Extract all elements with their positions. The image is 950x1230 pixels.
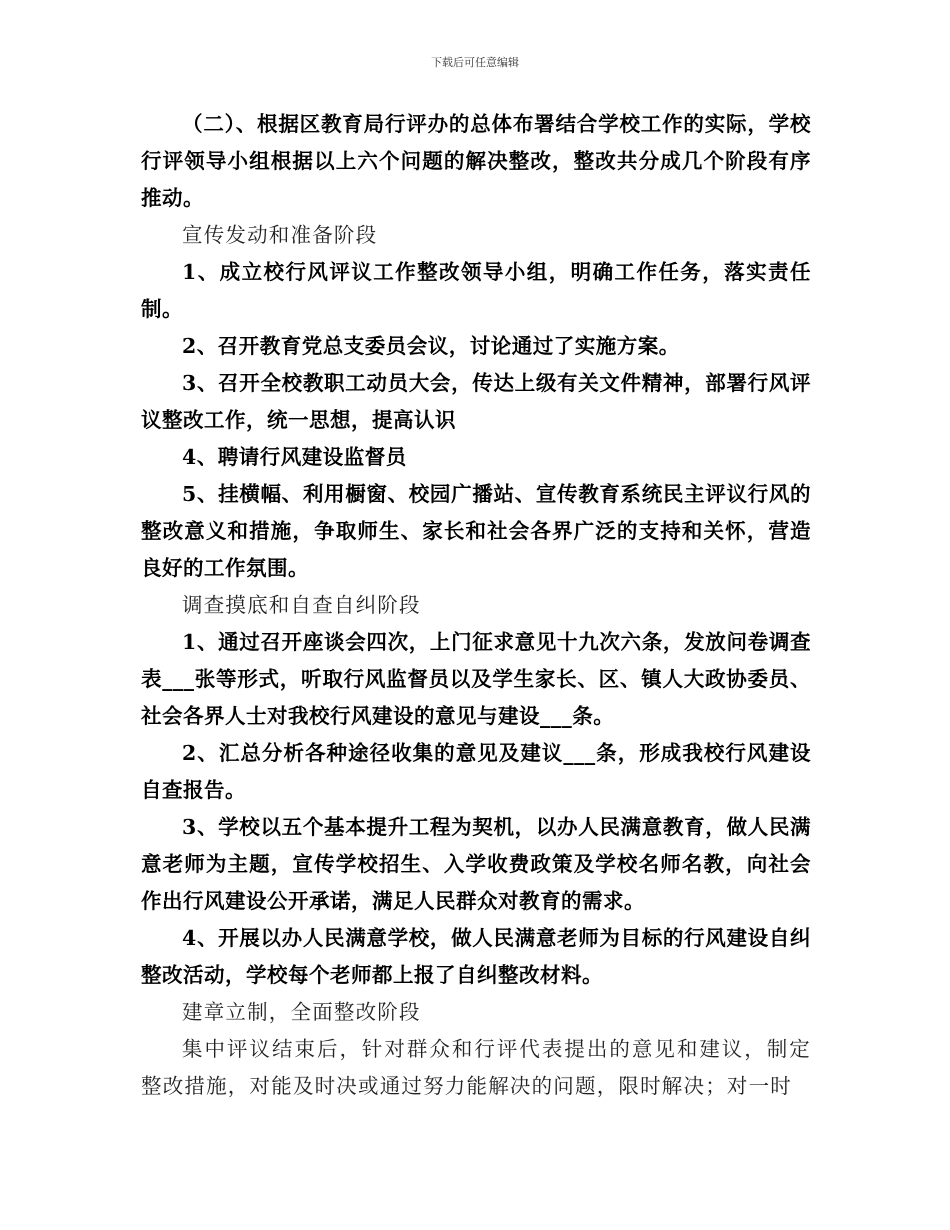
paragraph: 集中评议结束后，针对群众和行评代表提出的意见和建议，制定整改措施，对能及时决或通过努力能解决的问题，限时解决；对一时 [141, 1037, 811, 1098]
document-body [141, 106, 811, 1105]
paragraph: 1、成立校行风评议工作整改领导小组，明确工作任务，落实责任制。 [141, 260, 811, 321]
section-heading: 调查摸底和自查自纠阶段 [182, 593, 421, 617]
paragraph: 2、召开教育党总支委员会议，讨论通过了实施方案。 [182, 334, 680, 358]
paragraph: 2、汇总分析各种途径收集的意见及建议___条，形成我校行风建设自查报告。 [141, 741, 811, 802]
paragraph: 3、学校以五个基本提升工程为契机，以办人民满意教育，做人民满意老师为主题，宣传学校招生、入学收费政策及学校名师名教，向社会作出行风建设公开承诺，满足人民群众对教育的需求。 [141, 815, 811, 913]
paragraph: 1、通过召开座谈会四次，上门征求意见十九次六条，发放问卷调查表___张等形式，听取行风监督员以及学生家长、区、镇人大政协委员、社会各界人士对我校行风建设的意见与建设___条。 [141, 630, 811, 728]
paragraph: 5、挂横幅、利用橱窗、校园广播站、宣传教育系统民主评议行风的整改意义和措施，争取师生、家长和社会各界广泛的支持和关怀，营造良好的工作氛围。 [141, 482, 811, 580]
paragraph: 3、召开全校教职工动员大会，传达上级有关文件精神，部署行风评议整改工作，统一思想，提高认识 [141, 371, 811, 432]
section-heading: 宣传发动和准备阶段 [182, 223, 378, 247]
section-heading: 建章立制，全面整改阶段 [182, 1000, 421, 1024]
paragraph: 4、聘请行风建设监督员 [182, 445, 407, 469]
page-header: 下载后可任意编辑 [431, 56, 519, 69]
paragraph: 4、开展以办人民满意学校，做人民满意老师为目标的行风建设自纠整改活动，学校每个老师都上报了自纠整改材料。 [141, 926, 811, 987]
paragraph: （二）、根据区教育局行评办的总体布署结合学校工作的实际，学校行评领导小组根据以上六个问题的解决整改，整改共分成几个阶段有序推动。 [141, 112, 811, 210]
